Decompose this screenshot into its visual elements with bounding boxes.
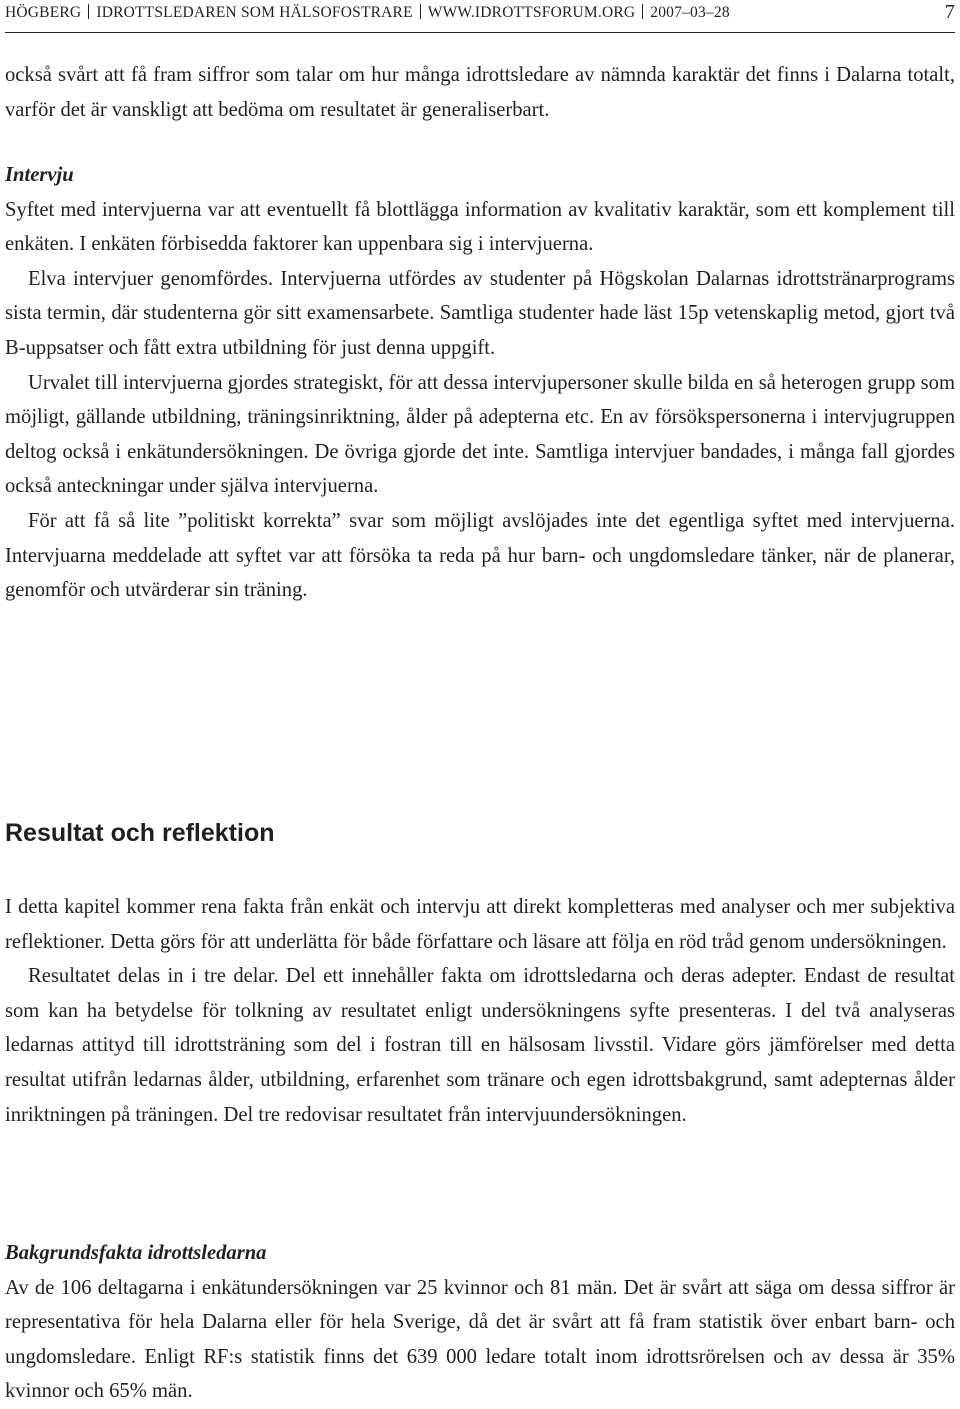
interview-section bbox=[5, 158, 955, 608]
section-heading-resultat: Resultat och reflektion bbox=[5, 819, 275, 847]
subheading-bakgrundsfakta: Bakgrundsfakta idrottsledarna bbox=[5, 1242, 267, 1264]
header-title: IDROTTSLEDAREN SOM HÄLSOFOSTRARE bbox=[96, 4, 413, 21]
header-separator bbox=[420, 4, 421, 19]
running-head bbox=[5, 1, 955, 26]
paragraph: Av de 106 deltagarna i enkätundersökningen var 25 kvinnor och 81 män. Det är svårt att säga om dessa siffror är representativa för hela Dalarna eller för hela Sverige, då det är svårt att få fram statistik över enbart barn- och ungdomsledare. Enligt RF:s statistik finns det 639 000 ledare totalt inom idrottsrörelsen och av dessa är 35% kvinnor och 65% män. bbox=[5, 1276, 955, 1403]
paragraph: Elva intervjuer genomfördes. Intervjuerna utfördes av studenter på Högskolan Dalarnas idrottstränarprograms sista termin, där studenterna gör sitt examensarbete. Samtliga studenter hade läst 15p vetenskaplig metod, gjort två B-uppsatser och fått extra utbildning för just denna uppgift. bbox=[5, 267, 955, 359]
header-date: 2007–03–28 bbox=[650, 4, 730, 21]
page-number: 7 bbox=[944, 1, 955, 23]
subheading-intervju: Intervju bbox=[5, 164, 74, 186]
paragraph: I detta kapitel kommer rena fakta från enkät och intervju att direkt kompletteras med analyser och mer subjektiva reflektioner. Detta görs för att underlätta för både författare och läsare att följa en röd tråd genom undersökningen. bbox=[5, 896, 955, 953]
paragraph: också svårt att få fram siffror som talar om hur många idrottsledare av nämnda karaktär det finns i Dalarna totalt, varför det är vanskligt att bedöma om resultatet är generaliserbart. bbox=[5, 64, 955, 121]
paragraph: För att få så lite ”politiskt korrekta” svar som möjligt avslöjades inte det egentliga syftet med intervjuerna. Intervjuarna meddelade att syftet var att försöka ta reda på hur barn- och ungdomsledare tänker, när de planerar, genomför och utvärderar sin träning. bbox=[5, 509, 955, 602]
results-section bbox=[5, 890, 955, 1132]
header-author: HÖGBERG bbox=[5, 4, 82, 21]
header-separator bbox=[88, 4, 89, 19]
intro-continuation bbox=[5, 58, 955, 127]
paragraph: Syftet med intervjuerna var att eventuellt få blottlägga information av kvalitativ karaktär, som ett komplement till enkäten. I enkäten förbisedda faktorer kan uppenbara sig i intervjuerna. bbox=[5, 198, 955, 256]
background-section bbox=[5, 1236, 955, 1409]
header-separator bbox=[642, 4, 643, 19]
header-website: WWW.IDROTTSFORUM.ORG bbox=[427, 4, 636, 21]
header-rule bbox=[5, 32, 955, 33]
paragraph: Resultatet delas in i tre delar. Del ett innehåller fakta om idrottsledarna och deras adepter. Endast de resultat som kan ha betydelse för tolkning av resultatet enligt undersökningens syfte presenteras. I del två analyseras ledarnas attityd till idrottsträning som del i fostran till en hälsosam livsstil. Vidare görs jämförelser med detta resultat utifrån ledarnas ålder, utbildning, erfarenhet som tränare och egen idrottsbakgrund, samt adepternas ålder inriktningen på träningen. Del tre redovisar resultatet från intervjuundersökningen. bbox=[5, 965, 955, 1126]
paragraph: Urvalet till intervjuerna gjordes strategiskt, för att dessa intervjupersoner skulle bilda en så heterogen grupp som möjligt, gällande utbildning, träningsinriktning, ålder på adepterna etc. En av försökspersonerna i intervjugruppen deltog också i enkätundersökningen. De övriga gjorde det inte. Samtliga intervjuer bandades, i många fall gjordes också anteckningar under själva intervjuerna. bbox=[5, 371, 955, 498]
